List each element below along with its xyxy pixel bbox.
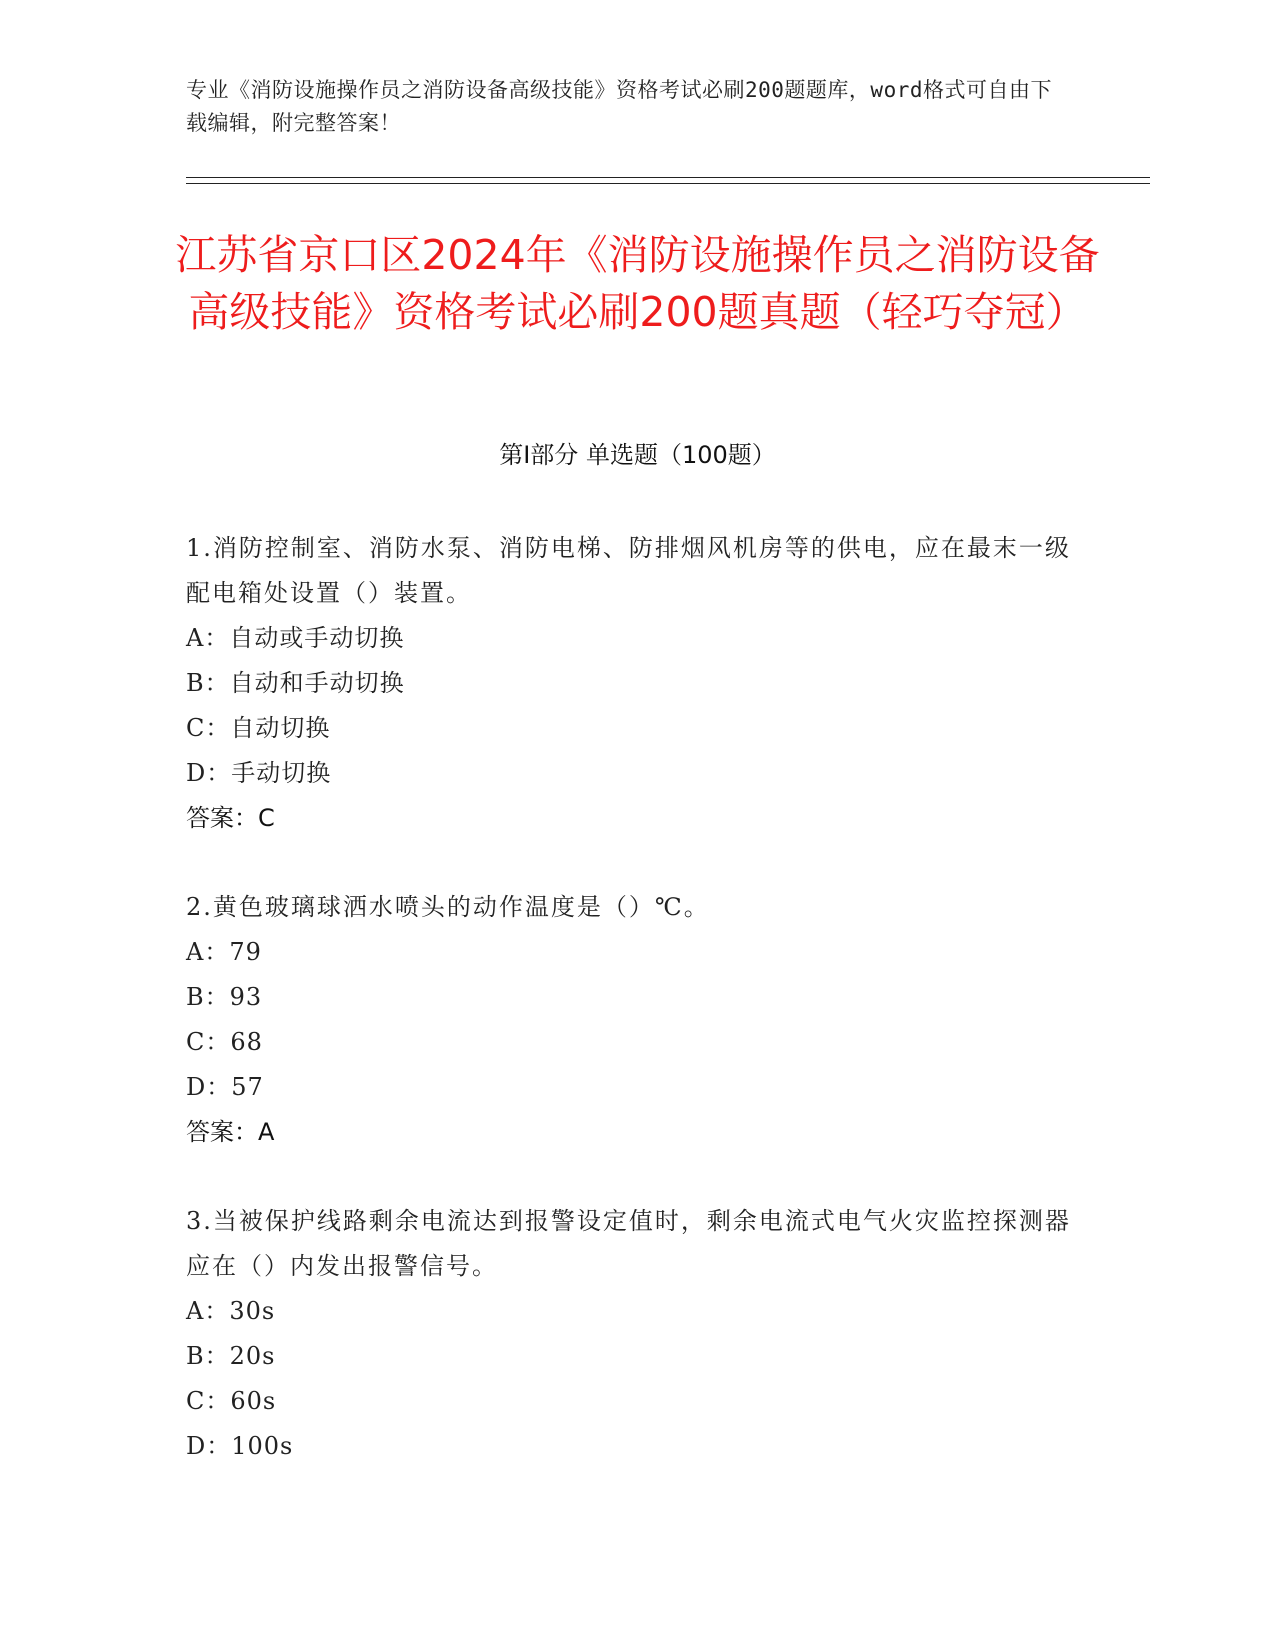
question-option-c: C：68 xyxy=(186,1028,263,1056)
question-option-d: D：57 xyxy=(186,1073,264,1101)
header-note: 专业《消防设施操作员之消防设备高级技能》资格考试必刷200题题库，word格式可自由下载编辑，附完整答案！ xyxy=(186,78,1052,135)
question-item xyxy=(186,526,1086,841)
question-option-a: A：79 xyxy=(186,938,262,966)
question-option-d: D：手动切换 xyxy=(186,759,332,787)
question-option-a: A：30s xyxy=(186,1297,276,1325)
question-item xyxy=(186,885,1086,1155)
question-option-c: C：60s xyxy=(186,1387,277,1415)
document-title: 江苏省京口区2024年《消防设施操作员之消防设备高级技能》资格考试必刷200题真题（轻巧夺冠） xyxy=(175,231,1100,336)
header-divider-top xyxy=(186,177,1150,178)
question-option-b: B：20s xyxy=(186,1342,276,1370)
question-stem: 2.黄色玻璃球洒水喷头的动作温度是（）℃。 xyxy=(186,893,710,921)
question-stem: 1.消防控制室、消防水泵、消防电梯、防排烟风机房等的供电，应在最末一级配电箱处设置（）装置。 xyxy=(186,534,1071,607)
question-item xyxy=(186,1199,1086,1469)
question-option-c: C：自动切换 xyxy=(186,714,331,742)
question-option-b: B：93 xyxy=(186,983,263,1011)
question-answer: 答案：C xyxy=(186,804,275,832)
question-option-d: D：100s xyxy=(186,1432,294,1460)
section-title: 第Ⅰ部分 单选题（100题） xyxy=(499,441,776,469)
question-option-a: A：自动或手动切换 xyxy=(186,624,405,652)
header-divider-bottom xyxy=(186,183,1150,184)
question-option-b: B：自动和手动切换 xyxy=(186,669,405,697)
question-list xyxy=(186,526,1086,1513)
question-answer: 答案：A xyxy=(186,1118,275,1146)
question-stem: 3.当被保护线路剩余电流达到报警设定值时，剩余电流式电气火灾监控探测器应在（）内发出报警信号。 xyxy=(186,1207,1071,1280)
